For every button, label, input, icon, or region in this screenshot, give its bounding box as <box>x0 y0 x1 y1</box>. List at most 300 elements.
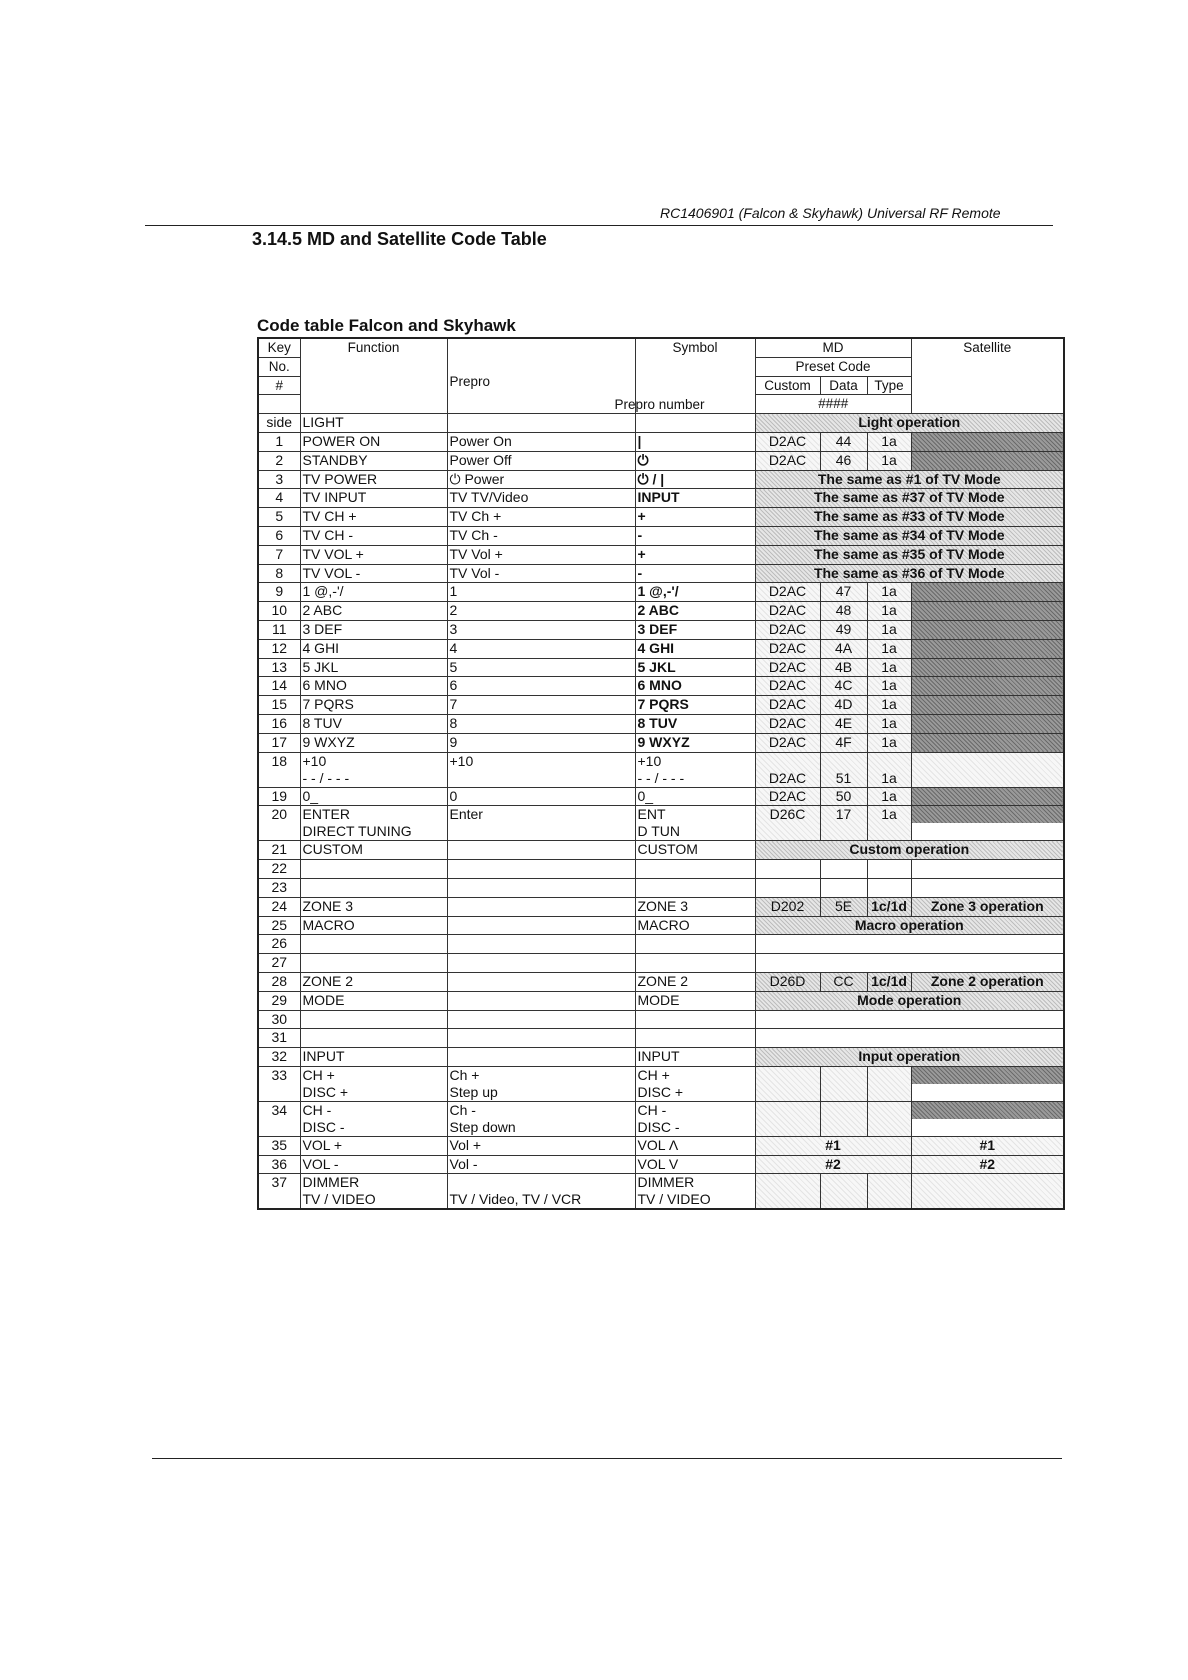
md-custom-code: D2AC <box>755 714 820 733</box>
function-cell: 3 DEF <box>300 620 447 639</box>
md-type-code: 1a <box>867 583 911 602</box>
function-cell: TV INPUT <box>300 489 447 508</box>
table-row <box>258 583 1064 602</box>
cell-line: CH - <box>302 1101 332 1118</box>
table-row <box>258 414 1064 433</box>
symbol-cell: 4 GHI <box>635 639 755 658</box>
function-cell: 9 WXYZ <box>300 733 447 752</box>
prepro-cell: TV / Video, TV / VCR <box>447 1174 635 1210</box>
table-row <box>258 897 1064 916</box>
function-cell: 6 MNO <box>300 677 447 696</box>
cell-line: CH + <box>637 1066 670 1083</box>
key-number: 17 <box>258 733 300 752</box>
satellite-cell-shaded <box>911 1066 1064 1101</box>
key-number: 28 <box>258 972 300 991</box>
function-cell: MODE <box>300 991 447 1010</box>
header-hash: # <box>258 376 300 395</box>
key-number: 2 <box>258 451 300 470</box>
function-cell: MACRO <box>300 916 447 935</box>
function-cell: VOL + <box>300 1136 447 1155</box>
symbol-cell <box>635 1101 755 1136</box>
symbol-cell: CUSTOM <box>635 841 755 860</box>
prepro-cell <box>447 1066 635 1101</box>
table-row <box>258 714 1064 733</box>
prepro-cell <box>447 991 635 1010</box>
table-row <box>258 564 1064 583</box>
symbol-cell: + <box>635 545 755 564</box>
key-number: 7 <box>258 545 300 564</box>
prepro-cell: 8 <box>447 714 635 733</box>
md-custom-code: D2AC <box>755 432 820 451</box>
key-number: 33 <box>258 1066 300 1101</box>
table-row <box>258 1010 1064 1029</box>
satellite-operation-note: Zone 2 operation <box>911 972 1064 991</box>
md-custom-code: D26C <box>755 806 820 841</box>
footer-rule <box>152 1458 1062 1459</box>
prepro-cell <box>447 860 635 879</box>
symbol-cell: 2 ABC <box>635 602 755 621</box>
prepro-cell: 6 <box>447 677 635 696</box>
cell-line: CH - <box>637 1101 667 1118</box>
satellite-cell-shaded <box>911 714 1064 733</box>
function-cell <box>300 1029 447 1048</box>
md-type-code <box>867 1174 911 1210</box>
symbol-cell: INPUT <box>635 1048 755 1067</box>
key-number: 3 <box>258 470 300 489</box>
md-custom-code <box>755 1174 820 1210</box>
prepro-cell: TV Ch - <box>447 526 635 545</box>
cell-line: ENTER <box>302 806 350 823</box>
operation-note: Macro operation <box>755 916 1064 935</box>
key-number: 37 <box>258 1174 300 1210</box>
md-data-code: 4E <box>820 714 867 733</box>
key-number: 10 <box>258 602 300 621</box>
md-data-code <box>820 1174 867 1210</box>
header-preset-code: Preset Code <box>755 357 911 376</box>
md-data-code: 4D <box>820 696 867 715</box>
prepro-cell: 2 <box>447 602 635 621</box>
header-hashes: #### <box>755 395 911 414</box>
table-row <box>258 1029 1064 1048</box>
prepro-cell <box>447 916 635 935</box>
key-number: 36 <box>258 1155 300 1174</box>
prepro-cell: TV Vol - <box>447 564 635 583</box>
key-number: 23 <box>258 878 300 897</box>
symbol-cell: | <box>635 432 755 451</box>
blank-cell <box>755 878 820 897</box>
cell-line: DISC + <box>302 1083 349 1100</box>
md-custom-code: D2AC <box>755 787 820 806</box>
prepro-cell: 9 <box>447 733 635 752</box>
cell-line: Step down <box>449 1118 516 1135</box>
blank-md-satellite <box>755 954 1064 973</box>
key-number: 15 <box>258 696 300 715</box>
cell-line: DIMMER <box>302 1174 360 1191</box>
satellite-cell-shaded <box>911 602 1064 621</box>
key-number: 6 <box>258 526 300 545</box>
function-cell: VOL - <box>300 1155 447 1174</box>
table-row <box>258 526 1064 545</box>
symbol-cell <box>635 954 755 973</box>
satellite-cell-shaded <box>911 639 1064 658</box>
function-cell: TV VOL - <box>300 564 447 583</box>
function-cell <box>300 878 447 897</box>
function-cell <box>300 752 447 787</box>
prepro-cell: 7 <box>447 696 635 715</box>
cell-line: Ch + <box>449 1066 480 1083</box>
prepro-cell <box>447 1029 635 1048</box>
md-custom-code: D2AC <box>755 583 820 602</box>
table-row <box>258 935 1064 954</box>
md-type-code: 1a <box>867 806 911 841</box>
prepro-cell <box>447 897 635 916</box>
md-data-code: 50 <box>820 787 867 806</box>
symbol-cell: ZONE 3 <box>635 897 755 916</box>
function-cell: ZONE 2 <box>300 972 447 991</box>
function-cell: 0_ <box>300 787 447 806</box>
md-custom-code: D26D <box>755 972 820 991</box>
symbol-cell: INPUT <box>635 489 755 508</box>
cell-line: Ch - <box>449 1101 476 1118</box>
symbol-cell <box>635 878 755 897</box>
key-number: 11 <box>258 620 300 639</box>
md-custom-code <box>755 1101 820 1136</box>
symbol-cell: 7 PQRS <box>635 696 755 715</box>
table-row <box>258 470 1064 489</box>
header-prepro-number: Prepro number <box>614 397 705 413</box>
md-type-code: 1c/1d <box>867 897 911 916</box>
satellite-cell-shaded <box>911 1101 1064 1136</box>
md-custom-code: D2AC <box>755 451 820 470</box>
md-data-code: 49 <box>820 620 867 639</box>
md-type-code: 1a <box>867 787 911 806</box>
md-type-code <box>867 1101 911 1136</box>
md-custom-code: D2AC <box>755 639 820 658</box>
header-prepro: Prepro Prepro number <box>447 338 635 414</box>
md-data-code <box>820 1066 867 1101</box>
table-row <box>258 733 1064 752</box>
key-number: 27 <box>258 954 300 973</box>
satellite-reference: #1 <box>911 1136 1064 1155</box>
table-row <box>258 1174 1064 1210</box>
symbol-cell: ⏻ / | <box>635 470 755 489</box>
md-type-code: 1a <box>867 677 911 696</box>
md-type-code: 1a <box>867 658 911 677</box>
satellite-reference: #2 <box>911 1155 1064 1174</box>
prepro-cell <box>447 935 635 954</box>
key-number: 29 <box>258 991 300 1010</box>
satellite-cell-shaded <box>911 432 1064 451</box>
blank-md-satellite <box>755 1029 1064 1048</box>
operation-note: Custom operation <box>755 841 1064 860</box>
operation-note: The same as #1 of TV Mode <box>755 470 1064 489</box>
key-number: 20 <box>258 806 300 841</box>
table-row <box>258 878 1064 897</box>
document-header-reference: RC1406901 (Falcon & Skyhawk) Universal RF Remote <box>660 205 1001 221</box>
header-custom: Custom <box>755 376 820 395</box>
satellite-cell-shaded <box>911 658 1064 677</box>
prepro-cell <box>447 954 635 973</box>
table-row <box>258 639 1064 658</box>
function-cell: 1 @,-'/ <box>300 583 447 602</box>
prepro-cell: TV Ch + <box>447 508 635 527</box>
md-type-code <box>867 1066 911 1101</box>
function-cell: 4 GHI <box>300 639 447 658</box>
symbol-cell: VOL V <box>635 1155 755 1174</box>
table-row <box>258 1048 1064 1067</box>
function-cell <box>300 1066 447 1101</box>
function-cell <box>300 1010 447 1029</box>
md-reference: #2 <box>755 1155 911 1174</box>
md-reference: #1 <box>755 1136 911 1155</box>
key-number: 19 <box>258 787 300 806</box>
header-data: Data <box>820 376 867 395</box>
function-cell: 5 JKL <box>300 658 447 677</box>
header-rule <box>145 225 1053 226</box>
cell-line: DIMMER <box>637 1174 695 1191</box>
table-row <box>258 508 1064 527</box>
function-cell: TV POWER <box>300 470 447 489</box>
key-number: 13 <box>258 658 300 677</box>
prepro-cell: Vol - <box>447 1155 635 1174</box>
function-cell <box>300 954 447 973</box>
satellite-cell-shaded <box>911 1174 1064 1210</box>
table-row <box>258 860 1064 879</box>
key-number: 1 <box>258 432 300 451</box>
satellite-cell-shaded <box>911 733 1064 752</box>
table-row <box>258 954 1064 973</box>
symbol-cell: VOL Λ <box>635 1136 755 1155</box>
md-type-code: 1a <box>867 752 911 787</box>
md-data-code <box>820 1101 867 1136</box>
cell-line: +10 <box>637 752 662 769</box>
header-type: Type <box>867 376 911 395</box>
symbol-cell <box>635 806 755 841</box>
key-number: 5 <box>258 508 300 527</box>
prepro-cell <box>447 972 635 991</box>
cell-line: TV / VIDEO <box>302 1191 376 1208</box>
key-number: 26 <box>258 935 300 954</box>
satellite-cell-shaded <box>911 677 1064 696</box>
table-row <box>258 620 1064 639</box>
symbol-cell <box>635 860 755 879</box>
satellite-cell-shaded <box>911 787 1064 806</box>
operation-note: The same as #35 of TV Mode <box>755 545 1064 564</box>
prepro-cell: 4 <box>447 639 635 658</box>
function-cell <box>300 860 447 879</box>
key-number: 14 <box>258 677 300 696</box>
symbol-cell: 0_ <box>635 787 755 806</box>
function-cell <box>300 1101 447 1136</box>
symbol-cell: + <box>635 508 755 527</box>
prepro-cell: 5 <box>447 658 635 677</box>
table-row <box>258 696 1064 715</box>
symbol-cell: 1 @,-'/ <box>635 583 755 602</box>
function-cell: INPUT <box>300 1048 447 1067</box>
function-cell: 8 TUV <box>300 714 447 733</box>
cell-line: +10 <box>302 752 327 769</box>
function-cell <box>300 935 447 954</box>
md-custom-code: D202 <box>755 897 820 916</box>
function-cell: STANDBY <box>300 451 447 470</box>
cell-line: DISC - <box>302 1118 345 1135</box>
md-custom-code <box>755 1066 820 1101</box>
md-data-code: 48 <box>820 602 867 621</box>
blank-cell <box>867 860 911 879</box>
table-row <box>258 658 1064 677</box>
table-row <box>258 677 1064 696</box>
satellite-operation-note: Zone 3 operation <box>911 897 1064 916</box>
key-number: 4 <box>258 489 300 508</box>
symbol-cell: MODE <box>635 991 755 1010</box>
prepro-cell <box>447 841 635 860</box>
function-cell: 2 ABC <box>300 602 447 621</box>
md-data-code: 4F <box>820 733 867 752</box>
md-type-code: 1a <box>867 696 911 715</box>
md-custom-code: D2AC <box>755 696 820 715</box>
symbol-cell: 8 TUV <box>635 714 755 733</box>
table-row <box>258 432 1064 451</box>
cell-line: - - / - - - <box>302 769 350 786</box>
md-type-code: 1a <box>867 620 911 639</box>
key-number: 12 <box>258 639 300 658</box>
header-symbol: Symbol <box>635 338 755 414</box>
table-row <box>258 972 1064 991</box>
md-custom-code: D2AC <box>755 602 820 621</box>
operation-note: Light operation <box>755 414 1064 433</box>
cell-line: D TUN <box>637 823 681 840</box>
key-number: 21 <box>258 841 300 860</box>
md-type-code: 1a <box>867 432 911 451</box>
key-number: 32 <box>258 1048 300 1067</box>
symbol-cell: ⏻ <box>635 451 755 470</box>
prepro-cell: ⏻ Power <box>447 470 635 489</box>
prepro-cell: Power Off <box>447 451 635 470</box>
function-cell: LIGHT <box>300 414 447 433</box>
prepro-cell: Enter <box>447 806 635 841</box>
operation-note: Input operation <box>755 1048 1064 1067</box>
cell-line: DISC + <box>637 1083 684 1100</box>
satellite-cell-shaded <box>911 583 1064 602</box>
blank-md-satellite <box>755 935 1064 954</box>
function-cell: TV VOL + <box>300 545 447 564</box>
symbol-cell <box>635 935 755 954</box>
prepro-cell <box>447 878 635 897</box>
key-number: 16 <box>258 714 300 733</box>
table-row <box>258 991 1064 1010</box>
key-number: 35 <box>258 1136 300 1155</box>
md-type-code: 1c/1d <box>867 972 911 991</box>
prepro-cell <box>447 414 635 433</box>
md-data-code: 47 <box>820 583 867 602</box>
md-custom-code: D2AC <box>755 752 820 787</box>
header-function: Function <box>300 338 447 414</box>
prepro-cell: TV Vol + <box>447 545 635 564</box>
table-row <box>258 602 1064 621</box>
cell-line: DIRECT TUNING <box>302 823 412 840</box>
satellite-cell-shaded <box>911 620 1064 639</box>
blank-cell <box>755 860 820 879</box>
prepro-cell: TV TV/Video <box>447 489 635 508</box>
key-number: 9 <box>258 583 300 602</box>
function-cell: ZONE 3 <box>300 897 447 916</box>
operation-note: The same as #36 of TV Mode <box>755 564 1064 583</box>
md-data-code: 46 <box>820 451 867 470</box>
symbol-cell: 6 MNO <box>635 677 755 696</box>
md-data-code: 4B <box>820 658 867 677</box>
table-row <box>258 1101 1064 1136</box>
prepro-cell: +10 <box>447 752 635 787</box>
operation-note: Mode operation <box>755 991 1064 1010</box>
key-number: 8 <box>258 564 300 583</box>
symbol-cell <box>635 752 755 787</box>
prepro-cell: 3 <box>447 620 635 639</box>
satellite-cell-shaded <box>911 696 1064 715</box>
symbol-cell: 3 DEF <box>635 620 755 639</box>
prepro-cell: Power On <box>447 432 635 451</box>
md-data-code: 44 <box>820 432 867 451</box>
header-key: Key <box>258 338 300 357</box>
prepro-cell: 0 <box>447 787 635 806</box>
table-row <box>258 787 1064 806</box>
md-type-code: 1a <box>867 714 911 733</box>
satellite-cell-shaded <box>911 806 1064 841</box>
prepro-cell <box>447 1010 635 1029</box>
symbol-cell: 5 JKL <box>635 658 755 677</box>
header-no: No. <box>258 357 300 376</box>
md-custom-code: D2AC <box>755 620 820 639</box>
md-type-code: 1a <box>867 451 911 470</box>
cell-line: TV / VIDEO <box>637 1191 711 1208</box>
table-row <box>258 916 1064 935</box>
md-data-code: CC <box>820 972 867 991</box>
table-row <box>258 841 1064 860</box>
function-cell <box>300 806 447 841</box>
satellite-cell-shaded <box>911 451 1064 470</box>
cell-line: CH + <box>302 1066 335 1083</box>
cell-line: - - / - - - <box>637 769 685 786</box>
function-cell: TV CH + <box>300 508 447 527</box>
symbol-cell <box>635 1066 755 1101</box>
header-satellite: Satellite <box>911 338 1064 414</box>
function-cell: CUSTOM <box>300 841 447 860</box>
blank-cell <box>911 878 1064 897</box>
table-row <box>258 451 1064 470</box>
symbol-cell <box>635 1029 755 1048</box>
md-data-code: 4C <box>820 677 867 696</box>
symbol-cell: - <box>635 564 755 583</box>
header-blank <box>258 395 300 414</box>
md-data-code: 4A <box>820 639 867 658</box>
md-type-code: 1a <box>867 602 911 621</box>
symbol-cell <box>635 1174 755 1210</box>
blank-cell <box>820 878 867 897</box>
function-cell: TV CH - <box>300 526 447 545</box>
prepro-cell <box>447 1048 635 1067</box>
md-custom-code: D2AC <box>755 658 820 677</box>
blank-cell <box>867 878 911 897</box>
blank-cell <box>820 860 867 879</box>
key-number: 30 <box>258 1010 300 1029</box>
symbol-cell: - <box>635 526 755 545</box>
md-type-code: 1a <box>867 733 911 752</box>
key-number: 18 <box>258 752 300 787</box>
symbol-cell: 9 WXYZ <box>635 733 755 752</box>
symbol-cell <box>635 1010 755 1029</box>
key-number: side <box>258 414 300 433</box>
md-data-code: 17 <box>820 806 867 841</box>
operation-note: The same as #33 of TV Mode <box>755 508 1064 527</box>
